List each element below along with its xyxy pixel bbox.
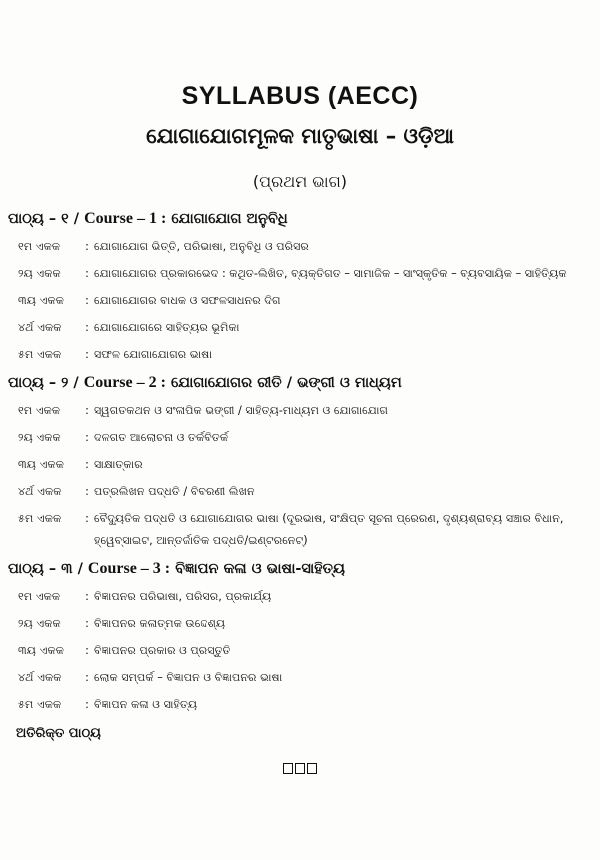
unit-label: ୩ୟ ଏକକ [18, 294, 64, 307]
unit-label: ୫ମ ଏକକ [18, 698, 62, 711]
course-name: ଯୋଗାଯୋଗର ରୀତି / ଭଙ୍ଗୀ ଓ ମାଧ୍ୟମ [165, 375, 402, 391]
unit-label: ୨ୟ ଏକକ [18, 431, 61, 444]
course-block-3 [8, 558, 594, 716]
extra-syllabus-heading: ଅତିରିକ୍ତ ପାଠ୍ୟ [16, 726, 101, 741]
unit-row [8, 400, 594, 422]
unit-text: ବିଜ୍ଞାପନର କଳାତ୍ମକ ଉଦ୍ଦେଶ୍ୟ [94, 617, 226, 630]
unit-label: ୧ମ ଏକକ [18, 590, 61, 603]
unit-row [8, 236, 594, 258]
unit-colon: : [85, 671, 89, 684]
unit-colon: : [85, 485, 89, 498]
unit-row [8, 263, 594, 285]
unit-colon: : [85, 294, 89, 307]
unit-label: ୧ମ ଏକକ [18, 240, 61, 253]
unit-text: ଯୋଗାଯୋଗରେ ସାହିତ୍ୟର ଭୂମିକା [94, 321, 240, 334]
unit-text: ଯୋଗାଯୋଗର ପ୍ରକାରଭେଦ : କଥିତ-ଲିଖିତ, ବ୍ୟକ୍ତିଗତ – ସାମାଜିକ – ସାଂସ୍କୃତିକ – ବ୍ୟବସାୟିକ – ସାହିତ୍ୟିକ [94, 267, 567, 280]
unit-row [8, 317, 594, 339]
unit-label: ୫ମ ଏକକ [18, 348, 62, 361]
unit-label: ୧ମ ଏକକ [18, 404, 61, 417]
unit-text: ଯୋଗାଯୋଗର ବାଧକ ଓ ସଫଳସାଧନର ଦିଗ [94, 294, 281, 307]
unit-label: ୪ର୍ଥ ଏକକ [18, 485, 62, 498]
unit-colon: : [85, 348, 89, 361]
unit-colon: : [85, 698, 89, 711]
unit-row [8, 290, 594, 312]
course-heading [8, 558, 594, 580]
course-block-1 [8, 208, 594, 366]
unit-colon: : [85, 431, 89, 444]
course-number: Course – 3 : [87, 560, 171, 577]
course-block-2 [8, 372, 594, 552]
unit-colon: : [85, 267, 89, 280]
unit-row [8, 344, 594, 366]
unit-colon: : [85, 590, 89, 603]
unit-colon: : [85, 321, 89, 334]
unit-label: ୩ୟ ଏକକ [18, 458, 64, 471]
unit-label: ୩ୟ ଏକକ [18, 644, 64, 657]
unit-row [8, 586, 594, 608]
course-prefix: ପାଠ୍ୟ – ୨ / [8, 375, 84, 391]
course-name: ଯୋଗାଯୋଗ ଅନୁବିଧି [166, 211, 288, 227]
unit-row [8, 613, 594, 635]
unit-label: ୪ର୍ଥ ଏକକ [18, 671, 62, 684]
page-subtitle: ଯୋଗାଯୋଗମୂଳକ ମାତୃଭାଷା – ଓଡ଼ିଆ [146, 124, 454, 148]
unit-label: ୫ମ ଏକକ [18, 512, 62, 525]
unit-colon: : [85, 240, 89, 253]
course-name: ବିଜ୍ଞାପନ କଳା ଓ ଭାଷା-ସାହିତ୍ୟ [170, 561, 345, 577]
end-marker [0, 762, 600, 778]
unit-colon: : [85, 644, 89, 657]
course-heading [8, 208, 594, 230]
unit-label: ୪ର୍ଥ ଏକକ [18, 321, 62, 334]
unit-row [8, 694, 594, 716]
unit-text: ବିଜ୍ଞାପନର ପରିଭାଷା, ପରିସର, ପ୍ରକାର୍ଯ୍ୟ [94, 590, 272, 603]
course-prefix: ପାଠ୍ୟ – ୧ / [8, 211, 85, 227]
unit-text: ସଫଳ ଯୋଗାଯୋଗର ଭାଷା [94, 348, 212, 361]
unit-text: ବୈଦ୍ୟୁତିକ ପଦ୍ଧତି ଓ ଯୋଗାଯୋଗର ଭାଷା (ଦୂରଭାଷ, ସଂକ୍ଷିପ୍ତ ସୂଚନା ପ୍ରେରଣ, ଦୃଶ୍ୟଶ୍ରାବ୍ୟ ସଞ୍ଚାର ବିଧାନ, ହ୍ୱେବ୍‌ସାଇଟ, ଆନ୍ତର୍ଜାତିକ ପଦ୍ଧତି/ଇଣ୍ଟରନେଟ୍‌) [94, 512, 564, 547]
unit-row [8, 640, 594, 662]
unit-row [8, 667, 594, 689]
course-prefix: ପାଠ୍ୟ – ୩ / [8, 561, 88, 577]
part-label: (ପ୍ରଥମ ଭାଗ) [252, 172, 348, 191]
unit-colon: : [85, 404, 89, 417]
unit-row [8, 427, 594, 449]
unit-colon: : [85, 512, 89, 525]
unit-text: ସାକ୍ଷାତ୍କାର [94, 458, 143, 471]
unit-text: ଦଳଗତ ଆଲୋଚନା ଓ ତର୍କବିତର୍କ [94, 431, 229, 444]
course-list [8, 208, 594, 741]
end-boxes-icon [283, 763, 317, 774]
course-number: Course – 1 : [84, 210, 167, 227]
unit-text: ବିଜ୍ଞାପନର ପ୍ରକାର ଓ ପ୍ରସ୍ତୁତି [94, 644, 231, 657]
unit-colon: : [85, 458, 89, 471]
unit-text: ବିଜ୍ଞାପନ କଳା ଓ ସାହିତ୍ୟ [94, 698, 198, 711]
page-title: SYLLABUS (AECC) [181, 82, 419, 110]
unit-label: ୨ୟ ଏକକ [18, 267, 61, 280]
unit-text: ପତ୍ରଲିଖନ ପଦ୍ଧତି / ବିବରଣୀ ଲିଖନ [94, 485, 255, 498]
unit-label: ୨ୟ ଏକକ [18, 617, 61, 630]
unit-colon: : [85, 617, 89, 630]
unit-text: ସ୍ୱଗତକଥନ ଓ ସଂଳାପିକ ଭଙ୍ଗୀ / ସାହିତ୍ୟ-ମାଧ୍ୟମ ଓ ଯୋଗାଯୋଗ [94, 404, 388, 417]
unit-row [8, 508, 594, 552]
unit-text: ଯୋଗାଯୋଗ ଭିତ୍ତି, ପରିଭାଷା, ଅନୁବିଧି ଓ ପରିସର [94, 240, 309, 253]
unit-text: ଲୋକ ସମ୍ପର୍କ – ବିଜ୍ଞାପନ ଓ ବିଜ୍ଞାପନର ଭାଷା [94, 671, 283, 684]
unit-row [8, 454, 594, 476]
course-heading [8, 372, 594, 394]
unit-row [8, 481, 594, 503]
course-number: Course – 2 : [83, 374, 166, 391]
